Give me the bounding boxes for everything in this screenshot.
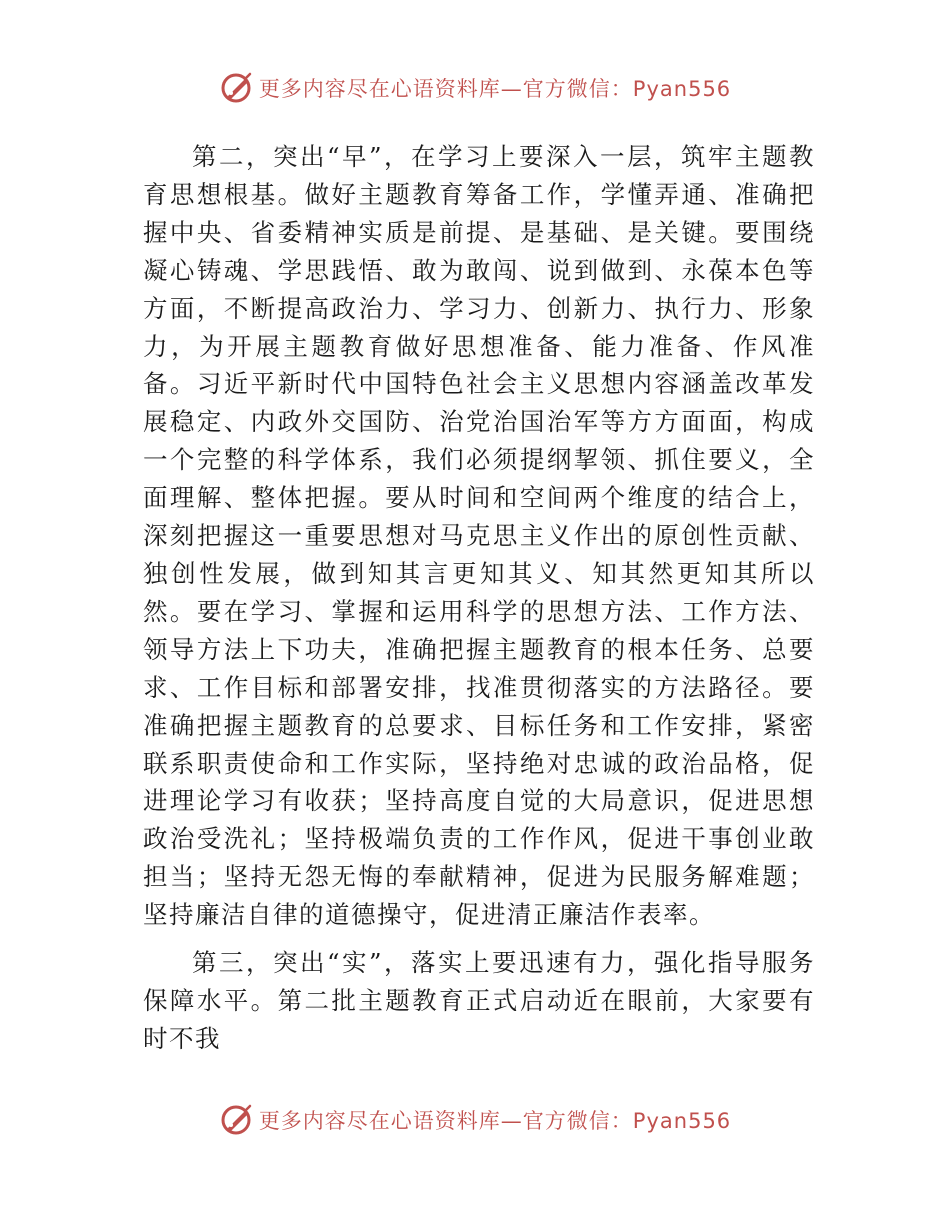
footer-banner (0, 1100, 950, 1140)
quill-logo-icon (219, 71, 253, 105)
header-banner-text: 更多内容尽在心语资料库—官方微信：Pyan556 (258, 77, 732, 101)
footer-banner-text: 更多内容尽在心语资料库—官方微信：Pyan556 (258, 1109, 732, 1133)
paragraph-1: 第二，突出“早”，在学习上要深入一层，筑牢主题教育思想根基。做好主题教育筹备工作，学懂弄通、准确把握中央、省委精神实质是前提、是基础、是关键。要围绕凝心铸魂、学思践悟、敢为敢闯、说到做到、永葆本色等方面，不断提高政治力、学习力、创新力、执行力、形象力，为开展主题教育做好思想准备、能力准备、作风准备。习近平新时代中国特色社会主义思想内容涵盖改革发展稳定、内政外交国防、治党治国治军等方方面面，构成一个完整的科学体系，我们必须提纲挈领、抓住要义，全面理解、整体把握。要从时间和空间两个维度的结合上，深刻把握这一重要思想对马克思主义作出的原创性贡献、独创性发展，做到知其言更知其义、知其然更知其所以然。要在学习、掌握和运用科学的思想方法、工作方法、领导方法上下功夫，准确把握主题教育的根本任务、总要求、工作目标和部署安排，找准贯彻落实的方法路径。要准确把握主题教育的总要求、目标任务和工作安排，紧密联系职责使命和工作实际，坚持绝对忠诚的政治品格，促进理论学习有收获；坚持高度自觉的大局意识，促进思想政治受洗礼；坚持极端负责的工作作风，促进干事创业敢担当；坚持无怨无悔的奉献精神，促进为民服务解难题；坚持廉洁自律的道德操守，促进清正廉洁作表率。 (143, 142, 815, 930)
paragraph-2: 第三，突出“实”，落实上要迅速有力，强化指导服务保障水平。第二批主题教育正式启动近在眼前，大家要有时不我 (143, 948, 815, 1053)
document-body (143, 138, 815, 1058)
header-banner (0, 68, 950, 108)
quill-logo-icon (219, 1103, 253, 1137)
